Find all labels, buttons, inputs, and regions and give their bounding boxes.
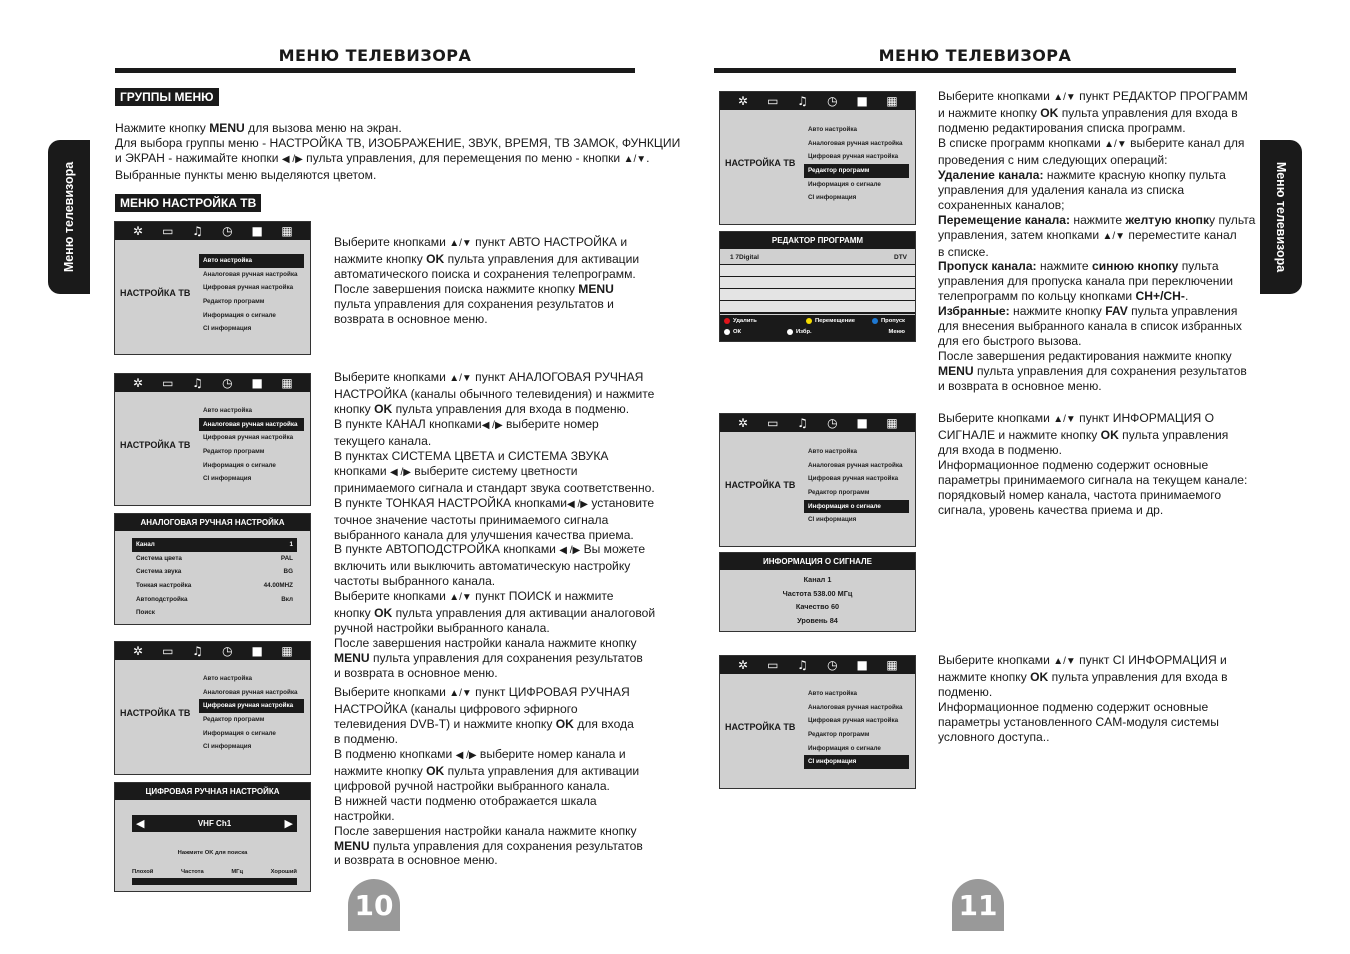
menu-item-editor[interactable]: Редактор программ [203, 298, 265, 306]
settings-icon: ✲ [737, 416, 748, 430]
grid-icon: ▦ [281, 644, 293, 658]
section-label-tv-menu: МЕНЮ НАСТРОЙКА ТВ [115, 194, 261, 212]
music-icon: ♫ [192, 644, 203, 658]
para-editor: Выберите кнопками ▲/▼ пункт РЕДАКТОР ПРОГРАММ и нажмите кнопку OK пульта управления для входа в подменю редактирования списка программ. В списке программ кнопками ▲/▼ выберите канал для проведения с ним следующих операций: Удаление канала: нажмите красную кнопку пульта управления для удаления канала из списка сохраненных каналов; Перемещение канала: нажмите желтую кнопку пульта управления, затем кнопками ▲/▼ переместите канал в списке. Пропуск канала: нажмите синюю кнопку пульта управления для пропуска канала при переключении телепрограмм по кольцу кнопками CH+/CH-. Избранные: нажмите кнопку FAV пульта управления для внесения выбранного канала в список избранных для его быстрого вызова. После завершения редактирования нажмите кнопку MENU пульта управления для сохранения результатов и возврата в основное меню. [938, 89, 1256, 394]
clock-icon: ◷ [222, 224, 233, 238]
menu-item-digital[interactable]: Цифровая ручная настройка [808, 475, 899, 483]
analog-row-color[interactable]: Система цвета PAL [136, 554, 293, 562]
signal-level: Уровень 84 [797, 615, 838, 625]
analog-submenu [114, 513, 311, 625]
menu-name: НАСТРОЙКА ТВ [120, 440, 191, 450]
para-auto: Выберите кнопками ▲/▼ пункт АВТО НАСТРОЙКА и нажмите кнопку OK пульта управления для активации автоматического поиска и сохранения телепрограмм. После завершения поиска нажмите кнопку MENU пульта управления для сохранения результатов и возврата в основное меню. [334, 235, 640, 326]
monitor-icon: ▭ [767, 94, 779, 108]
menu-item-signal[interactable]: Информация о сигнале [203, 311, 276, 319]
tv-menu-screen-signal [719, 413, 916, 547]
digital-submenu [114, 782, 311, 892]
left-side-tab [48, 140, 90, 294]
tv-menu-screen-digital [114, 641, 311, 775]
menu-item-auto[interactable]: Авто настройка [203, 675, 253, 682]
menu-item-analog[interactable]: Аналоговая ручная настройка [808, 461, 903, 469]
side-tab-label: Меню телевизора [62, 161, 77, 273]
settings-icon: ✲ [737, 94, 748, 108]
menu-item-editor[interactable]: Редактор программ [808, 489, 870, 497]
settings-icon: ✲ [737, 658, 748, 672]
monitor-icon: ▭ [162, 224, 174, 238]
legend-delete: Удалить [724, 318, 757, 324]
menu-item-digital[interactable]: Цифровая ручная настройка [808, 717, 899, 725]
lock-icon: ■ [856, 94, 868, 108]
monitor-icon: ▭ [162, 376, 174, 390]
program-row[interactable]: 1 7Digital DTV [720, 251, 915, 264]
monitor-icon: ▭ [162, 644, 174, 658]
menu-item-digital[interactable]: Цифровая ручная настройка [808, 153, 899, 161]
music-icon: ♫ [797, 94, 808, 108]
clock-icon: ◷ [222, 376, 233, 390]
menu-item-signal[interactable]: Информация о сигнале [804, 500, 909, 514]
music-icon: ♫ [192, 376, 203, 390]
editor-submenu-title: РЕДАКТОР ПРОГРАММ [720, 232, 915, 249]
legend-menu: Меню [888, 329, 905, 335]
menu-item-ci[interactable]: CI информация [203, 475, 252, 483]
settings-icon: ✲ [132, 224, 143, 238]
arrow-right-icon[interactable]: ▶ [284, 818, 293, 830]
menu-name: НАСТРОЙКА ТВ [120, 288, 191, 298]
program-list-rows [720, 264, 915, 314]
para-digital: Выберите кнопками ▲/▼ пункт ЦИФРОВАЯ РУЧНАЯ НАСТРОЙКА (каналы цифрового эфирного телевидения DVB-T) и нажмите кнопку OK для входа в подменю. В подменю кнопками ◀ /▶ выберите номер канала и нажмите кнопку OK пульта управления для активации цифровой ручной настройки выбранного канала. В нижней части подменю отображается шкала настройки. После завершения настройки канала нажмите кнопку MENU пульта управления для сохранения результатов и возврата в основное меню. [334, 685, 643, 868]
menu-item-editor[interactable]: Редактор программ [808, 731, 870, 739]
editor-submenu [719, 231, 916, 342]
menu-item-analog[interactable]: Аналоговая ручная настройка [203, 688, 298, 696]
menu-item-ci[interactable]: CI информация [203, 325, 252, 333]
para-signal: Выберите кнопками ▲/▼ пункт ИНФОРМАЦИЯ О СИГНАЛЕ и нажмите кнопку OK пульта управления для входа в подменю. Информационное подменю содержит основные параметры принимаемого сигнала на текущем канале: порядковый номер канала, частота принимаемого сигнала, уровень качества приема и др. [938, 411, 1248, 517]
analog-row-finetune[interactable]: Тонкая настройка 44.00MHZ [136, 582, 293, 590]
analog-submenu-title: АНАЛОГОВАЯ РУЧНАЯ НАСТРОЙКА [115, 514, 310, 531]
tv-menu-screen-editor [719, 91, 916, 225]
channel-value: VHF Ch1 [197, 819, 232, 828]
clock-icon: ◷ [827, 416, 838, 430]
menu-item-signal[interactable]: Информация о сигнале [808, 744, 881, 752]
yellow-dot-icon [806, 318, 812, 324]
signal-scale-labels: Плохой Частота МГц Хороший [132, 869, 297, 875]
grid-icon: ▦ [281, 376, 293, 390]
menu-item-signal[interactable]: Информация о сигнале [203, 461, 276, 469]
page-number-right: 11 [952, 879, 1004, 931]
menu-item-ci[interactable]: CI информация [804, 755, 909, 769]
menu-name: НАСТРОЙКА ТВ [120, 708, 191, 718]
red-dot-icon [724, 318, 730, 324]
empty-row[interactable] [720, 301, 915, 312]
menu-name: НАСТРОЙКА ТВ [725, 722, 796, 732]
menu-icon-bar [720, 414, 915, 432]
menu-item-digital[interactable]: Цифровая ручная настройка [203, 284, 294, 292]
menu-icon-bar [115, 642, 310, 660]
grid-icon: ▦ [886, 94, 898, 108]
white-dot-icon [787, 329, 793, 335]
signal-quality: Качество 60 [795, 602, 840, 611]
menu-icon-bar [115, 222, 310, 240]
clock-icon: ◷ [827, 658, 838, 672]
clock-icon: ◷ [222, 644, 233, 658]
menu-item-analog[interactable]: Аналоговая ручная настройка [808, 139, 903, 147]
analog-row-aft[interactable]: Автоподстройка Вкл [136, 595, 293, 603]
legend-move: Перемещение [806, 318, 855, 324]
digital-submenu-title: ЦИФРОВАЯ РУЧНАЯ НАСТРОЙКА [115, 783, 310, 800]
empty-row[interactable] [720, 265, 915, 276]
menu-item-digital[interactable]: Цифровая ручная настройка [199, 699, 304, 713]
para-ci: Выберите кнопками ▲/▼ пункт CI ИНФОРМАЦИЯ и нажмите кнопку OK пульта управления для входа в подменю. Информационное подменю содержит основные параметры установленного CAM-модуля системы условного доступа.. [938, 653, 1228, 744]
editor-legend [720, 315, 915, 341]
lock-icon: ■ [251, 644, 263, 658]
menu-item-signal[interactable]: Информация о сигнале [203, 729, 276, 737]
menu-item-ci[interactable]: CI информация [203, 743, 252, 751]
menu-name: НАСТРОЙКА ТВ [725, 158, 796, 168]
menu-icon-bar [115, 374, 310, 392]
grid-icon: ▦ [886, 416, 898, 430]
menu-item-ci[interactable]: CI информация [808, 516, 857, 524]
intro-text: Нажмите кнопку MENU для вызова меню на экран. Для выбора группы меню - НАСТРОЙКА ТВ, ИЗОБРАЖЕНИЕ, ЗВУК, ВРЕМЯ, ТВ ЗАМОК, ФУНКЦИИ и ЭКРАН - нажимайте кнопки ◀ /▶ пульта управления, для перемещения по меню - кнопки ▲/▼. Выбранные пункты меню выделяются цветом. [115, 121, 681, 182]
blue-dot-icon [872, 318, 878, 324]
para-analog: Выберите кнопками ▲/▼ пункт АНАЛОГОВАЯ РУЧНАЯ НАСТРОЙКА (каналы обычного телевидения) и нажмите кнопку OK пульта управления для входа в подменю. В пункте КАНАЛ кнопками◀ /▶ выберите номер текущего канала. В пунктах СИСТЕМА ЦВЕТА и СИСТЕМА ЗВУКА кнопками ◀ /▶ выберите систему цветности принимаемого сигнала и стандарт звука соответственно. В пункте ТОНКАЯ НАСТРОЙКА кнопками◀ /▶ установите точное значение частоты принимаемого сигнала выбранного канала для улучшения качества приема. В пункте АВТОПОДСТРОЙКА кнопками ◀ /▶ Вы можете включить или выключить автоматическую настройку частоты выбранного канала. Выберите кнопками ▲/▼ пункт ПОИСК и нажмите кнопку OK пульта управления для активации аналоговой ручной настройки выбранного канала. После завершения настройки канала нажмите кнопку MENU пульта управления для сохранения результатов и возврата в основное меню. [334, 370, 656, 681]
menu-item-auto[interactable]: Авто настройка [808, 126, 858, 133]
menu-item-signal[interactable]: Информация о сигнале [808, 180, 881, 188]
right-title-rule [714, 68, 1236, 73]
music-icon: ♫ [797, 416, 808, 430]
settings-icon: ✲ [132, 376, 143, 390]
page-number-left: 10 [348, 879, 400, 931]
tv-menu-screen-ci [719, 655, 916, 789]
analog-row-channel[interactable]: Канал 1 [132, 538, 297, 552]
analog-row-search[interactable]: Поиск [136, 609, 155, 617]
lock-icon: ■ [251, 376, 263, 390]
legend-skip: Пропуск [872, 318, 905, 324]
monitor-icon: ▭ [767, 658, 779, 672]
menu-item-analog[interactable]: Аналоговая ручная настройка [808, 703, 903, 711]
signal-channel: Канал 1 [803, 575, 832, 584]
lock-icon: ■ [856, 658, 868, 672]
left-page-title: МЕНЮ ТЕЛЕВИЗОРА [278, 46, 472, 65]
search-hint: Нажмите OK для поиска [177, 850, 248, 856]
tv-menu-screen-analog [114, 373, 311, 506]
tv-menu-screen-auto [114, 221, 311, 355]
legend-fav: Избр. [787, 329, 812, 335]
legend-ok: ОК [724, 329, 741, 335]
menu-name: НАСТРОЙКА ТВ [725, 480, 796, 490]
section-label-groups: ГРУППЫ МЕНЮ [115, 88, 219, 106]
signal-submenu-title: ИНФОРМАЦИЯ О СИГНАЛЕ [720, 553, 915, 570]
menu-icon-bar [720, 92, 915, 110]
left-title-rule [115, 68, 635, 73]
grid-icon: ▦ [281, 224, 293, 238]
empty-row[interactable] [720, 289, 915, 300]
white-dot-icon [724, 329, 730, 335]
signal-frequency: Частота 538.00 МГц [782, 588, 853, 598]
menu-item-analog[interactable]: Аналоговая ручная настройка [203, 270, 298, 278]
monitor-icon: ▭ [767, 416, 779, 430]
lock-icon: ■ [856, 416, 868, 430]
music-icon: ♫ [797, 658, 808, 672]
signal-info-lines [720, 573, 915, 627]
signal-scale-bar [132, 878, 297, 885]
right-page-title: МЕНЮ ТЕЛЕВИЗОРА [878, 46, 1072, 65]
arrow-left-icon[interactable]: ◀ [136, 818, 145, 830]
menu-item-editor[interactable]: Редактор программ [203, 716, 265, 724]
menu-item-analog[interactable]: Аналоговая ручная настройка [199, 418, 304, 432]
menu-item-auto[interactable]: Авто настройка [199, 254, 304, 268]
menu-item-ci[interactable]: CI информация [808, 194, 857, 202]
menu-item-auto[interactable]: Авто настройка [808, 448, 858, 455]
grid-icon: ▦ [886, 658, 898, 672]
menu-item-auto[interactable]: Авто настройка [203, 407, 253, 414]
menu-item-editor[interactable]: Редактор программ [804, 164, 909, 178]
menu-item-editor[interactable]: Редактор программ [203, 448, 265, 456]
menu-item-auto[interactable]: Авто настройка [808, 690, 858, 697]
empty-row[interactable] [720, 277, 915, 288]
side-tab-label: Меню телевизора [1274, 161, 1289, 273]
channel-selector[interactable] [132, 815, 297, 832]
menu-item-digital[interactable]: Цифровая ручная настройка [203, 434, 294, 442]
analog-row-sound[interactable]: Система звука BG [136, 568, 293, 576]
clock-icon: ◷ [827, 94, 838, 108]
lock-icon: ■ [251, 224, 263, 238]
settings-icon: ✲ [132, 644, 143, 658]
signal-submenu [719, 552, 916, 632]
menu-icon-bar [720, 656, 915, 674]
music-icon: ♫ [192, 224, 203, 238]
